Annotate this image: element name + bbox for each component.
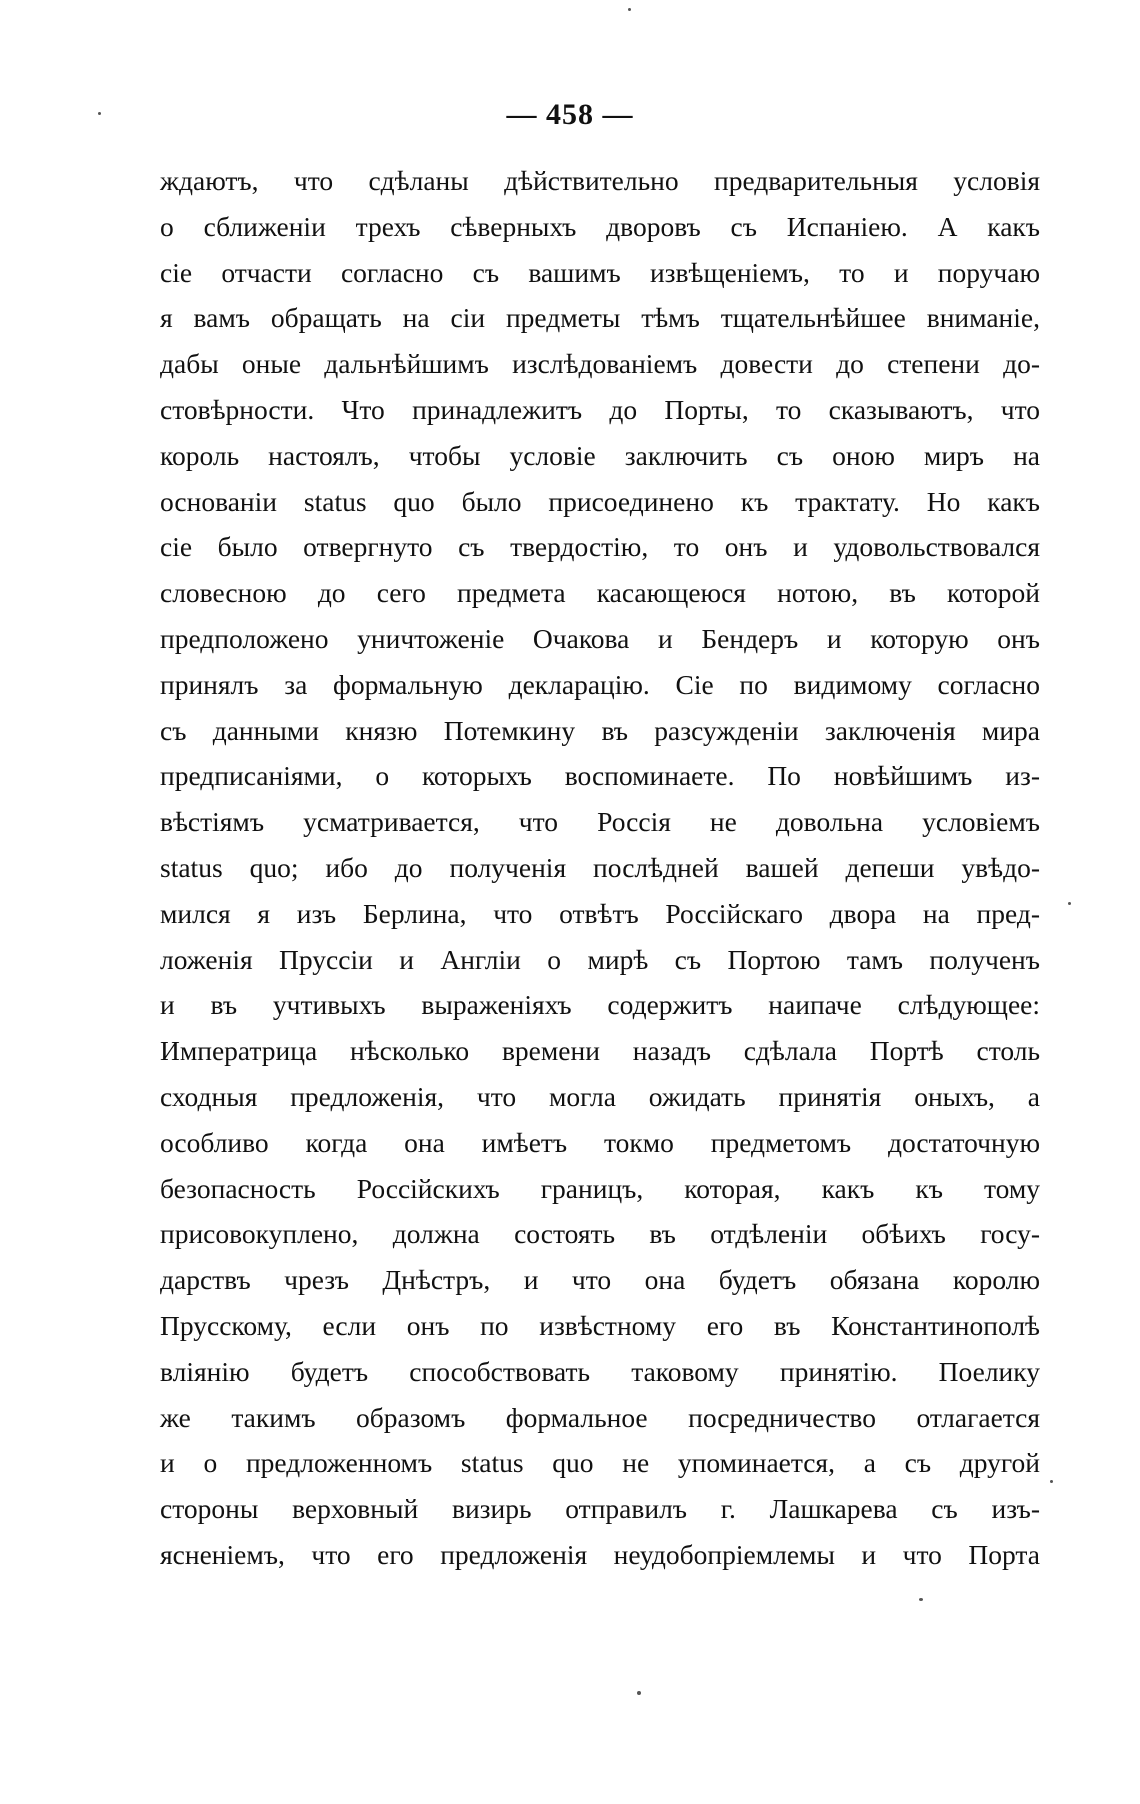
text-line: ложенія Пруссіи и Англіи о мирѣ съ Портою тамъ полученъ	[160, 943, 1040, 975]
text-line: вліянію будетъ способствовать таковому принятію. Поелику	[160, 1355, 1040, 1387]
text-line: принялъ за формальную декларацію. Сіе по видимому согласно	[160, 668, 1040, 700]
text-line: я вамъ обращать на сіи предметы тѣмъ тщательнѣйшее вниманіе,	[160, 302, 1040, 334]
text-line: и о предложенномъ status quo не упоминается, а съ другой	[160, 1447, 1040, 1479]
text-line: сіе отчасти согласно съ вашимъ извѣщеніемъ, то и поручаю	[160, 256, 1040, 288]
text-line: съ данными князю Потемкину въ разсужденіи заключенія мира	[160, 714, 1040, 746]
text-line: же такимъ образомъ формальное посредничество отлагается	[160, 1401, 1040, 1433]
page-number: — 458 —	[506, 98, 634, 131]
text-line: стовѣрности. Что принадлежитъ до Порты, то сказываютъ, что	[160, 393, 1040, 425]
text-line: основаніи status quo было присоединено къ трактату. Но какъ	[160, 485, 1040, 517]
body-text	[160, 158, 1040, 1578]
scan-speck	[98, 112, 101, 115]
text-line: ясненіемъ, что его предложенія неудобопріемлемы и что Порта	[160, 1538, 1040, 1570]
scan-speck	[919, 1598, 923, 1601]
text-line: король настоялъ, чтобы условіе заключить съ оною миръ на	[160, 439, 1040, 471]
text-line: о сближеніи трехъ сѣверныхъ дворовъ съ Испаніею. А какъ	[160, 210, 1040, 242]
text-line: вѣстіямъ усматривается, что Россія не довольна условіемъ	[160, 806, 1040, 838]
text-line: безопасность Россійскихъ границъ, которая, какъ къ тому	[160, 1172, 1040, 1204]
text-line: дабы оные дальнѣйшимъ изслѣдованіемъ довести до степени до-	[160, 348, 1040, 380]
text-line: Императрица нѣсколько времени назадъ сдѣлала Портѣ столь	[160, 1035, 1040, 1067]
text-line: словесною до сего предмета касающеюся нотою, въ которой	[160, 577, 1040, 609]
text-line: особливо когда она имѣетъ токмо предметомъ достаточную	[160, 1126, 1040, 1158]
scan-speck	[1050, 1480, 1053, 1483]
scan-speck	[1068, 902, 1071, 905]
text-line: предписаніями, о которыхъ воспоминаете. По новѣйшимъ из-	[160, 760, 1040, 792]
scan-speck	[628, 8, 631, 11]
text-line: присовокуплено, должна состоять въ отдѣленіи обѣихъ госу-	[160, 1218, 1040, 1250]
text-line: и въ учтивыхъ выраженіяхъ содержитъ наипаче слѣдующее:	[160, 989, 1040, 1021]
text-line: стороны верховный визирь отправилъ г. Лашкарева съ изъ-	[160, 1493, 1040, 1525]
text-line: Прусскому, если онъ по извѣстному его въ Константинополѣ	[160, 1309, 1040, 1341]
text-line: сходныя предложенія, что могла ожидать принятія оныхъ, а	[160, 1080, 1040, 1112]
text-line: мился я изъ Берлина, что отвѣтъ Россійскаго двора на пред-	[160, 897, 1040, 929]
scan-speck	[637, 1691, 641, 1695]
text-line: сіе было отвергнуто съ твердостію, то онъ и удовольствовался	[160, 531, 1040, 563]
text-line: status quo; ибо до полученія послѣдней вашей депеши увѣдо-	[160, 851, 1040, 883]
text-line: дарствъ чрезъ Днѣстръ, и что она будетъ обязана королю	[160, 1264, 1040, 1296]
text-line: предположено уничтоженіе Очакова и Бендеръ и которую онъ	[160, 622, 1040, 654]
text-line: ждаютъ, что сдѣланы дѣйствительно предварительныя условія	[160, 165, 1040, 196]
